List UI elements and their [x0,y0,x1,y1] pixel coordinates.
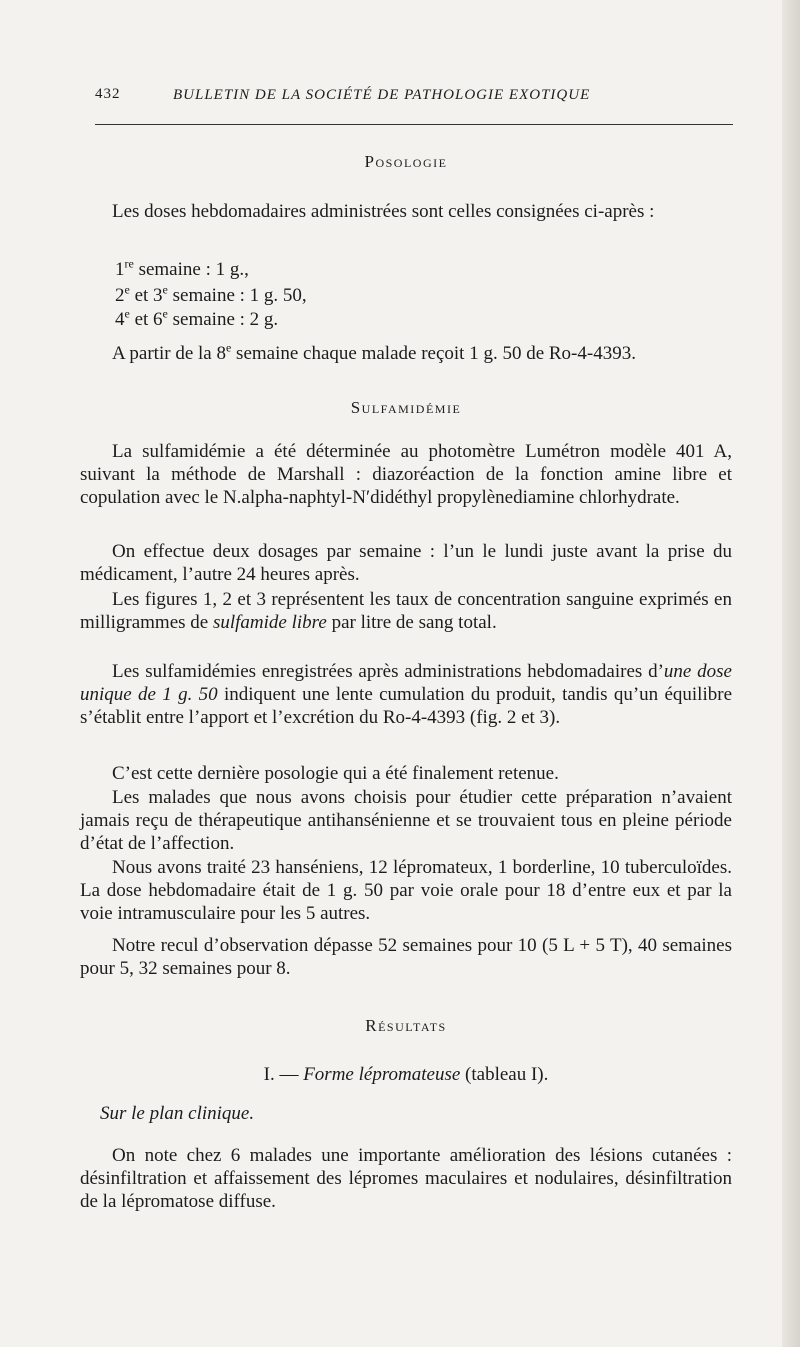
sulf-paragraph-8: Notre recul d’observation dépasse 52 semaines pour 10 (5 L + 5 T), 40 semaines pour 5, 32 semaines pour 8. [80,935,732,979]
sulf-paragraph-1: La sulfamidémie a été déterminée au photomètre Lumétron modèle 401 A, suivant la méthode de Marshall : diazoréaction de la fonction amine libre et copulation avec le N.alpha-naphtyl-N′didéthyl propylènediamine chlorhydrate. [80,441,732,508]
dose-line-1: 1re semaine : 1 g., [115,256,249,280]
subsection-lepromateuse: I. — Forme lépromateuse (tableau I). [263,1064,549,1085]
sulf-paragraph-7: Nous avons traité 23 hanséniens, 12 lépromateux, 1 borderline, 10 tuberculoïdes. La dose hebdomadaire était de 1 g. 50 par voie orale pour 18 d’entre eux et par la voie intramusculaire pour les 5 autres. [80,857,732,924]
clinical-heading: Sur le plan clinique. [100,1103,255,1124]
section-title-posologie: Posologie [364,152,448,171]
section-title-resultats: Résultats [365,1016,447,1035]
posologie-after: A partir de la 8e semaine chaque malade reçoit 1 g. 50 de Ro-4-4393. [112,340,636,364]
sulf-paragraph-6: Les malades que nous avons choisis pour étudier cette préparation n’avaient jamais reçu de thérapeutique antihansénienne et se trouvaient tous en pleine période d’état de l’affection. [80,787,732,854]
page-edge-shadow [782,0,800,1347]
posologie-intro: Les doses hebdomadaires administrées sont celles consignées ci-après : [112,201,655,222]
running-title: BULLETIN DE LA SOCIÉTÉ DE PATHOLOGIE EXOTIQUE [173,87,591,103]
dose-line-3: 4e et 6e semaine : 2 g. [115,306,279,330]
sulf-paragraph-3: Les figures 1, 2 et 3 représentent les taux de concentration sanguine exprimés en milligrammes de sulfamide libre par litre de sang total. [80,589,732,633]
sulf-paragraph-2: On effectue deux dosages par semaine : l’un le lundi juste avant la prise du médicament, l’autre 24 heures après. [80,541,732,585]
section-title-sulfamidemie: Sulfamidémie [350,398,462,417]
page-header [95,86,735,116]
page-number: 432 [95,86,121,102]
sulf-paragraph-4: Les sulfamidémies enregistrées après administrations hebdomadaires d’une dose unique de 1 g. 50 indiquent une lente cumulation du produit, tandis qu’un équilibre s’établit entre l’apport et l’excrétion du Ro-4-4393 (fig. 2 et 3). [80,661,733,728]
result-paragraph-1: On note chez 6 malades une importante amélioration des lésions cutanées : désinfiltration et affaissement des lépromes maculaires et nodulaires, désinfiltration de la lépromatose diffuse. [80,1145,732,1212]
header-rule [95,124,733,125]
dose-line-2: 2e et 3e semaine : 1 g. 50, [115,282,307,306]
sulf-paragraph-5: C’est cette dernière posologie qui a été finalement retenue. [112,763,559,784]
